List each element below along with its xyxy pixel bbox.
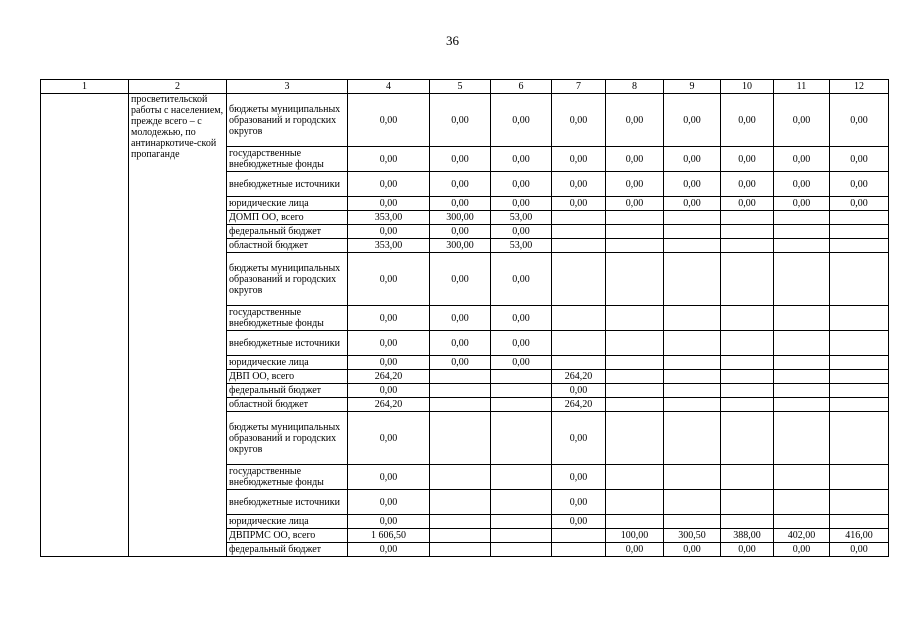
amount-cell: [830, 211, 889, 225]
amount-cell: [606, 306, 664, 331]
funding-source: федеральный бюджет: [227, 384, 348, 398]
amount-cell: 264,20: [552, 370, 606, 384]
amount-cell: [774, 465, 830, 490]
amount-cell: [491, 370, 552, 384]
funding-source: федеральный бюджет: [227, 543, 348, 557]
amount-cell: 300,50: [664, 529, 721, 543]
amount-cell: [774, 331, 830, 356]
amount-cell: 0,00: [430, 306, 491, 331]
column-header: 11: [774, 80, 830, 94]
amount-cell: [774, 356, 830, 370]
funding-source: ДОМП ОО, всего: [227, 211, 348, 225]
amount-cell: [721, 398, 774, 412]
amount-cell: [774, 398, 830, 412]
amount-cell: 0,00: [830, 543, 889, 557]
amount-cell: [664, 384, 721, 398]
activity-description: просветительской работы с населением, прежде всего – с молодежью, по антинаркотиче-ской пропаганде: [129, 94, 227, 557]
amount-cell: [606, 225, 664, 239]
amount-cell: 353,00: [348, 211, 430, 225]
amount-cell: [830, 515, 889, 529]
funding-source: внебюджетные источники: [227, 331, 348, 356]
amount-cell: 0,00: [721, 172, 774, 197]
amount-cell: [721, 239, 774, 253]
amount-cell: 0,00: [552, 172, 606, 197]
column-header: 7: [552, 80, 606, 94]
amount-cell: 402,00: [774, 529, 830, 543]
amount-cell: 0,00: [664, 147, 721, 172]
amount-cell: [430, 465, 491, 490]
funding-source: бюджеты муниципальных образований и городских округов: [227, 94, 348, 147]
amount-cell: [606, 253, 664, 306]
amount-cell: [664, 331, 721, 356]
amount-cell: [721, 370, 774, 384]
amount-cell: [830, 331, 889, 356]
amount-cell: [664, 515, 721, 529]
amount-cell: 0,00: [348, 147, 430, 172]
amount-cell: 0,00: [774, 147, 830, 172]
amount-cell: [721, 412, 774, 465]
budget-table: [40, 79, 889, 557]
amount-cell: [774, 306, 830, 331]
amount-cell: [664, 211, 721, 225]
amount-cell: [774, 211, 830, 225]
funding-source: областной бюджет: [227, 398, 348, 412]
amount-cell: [552, 239, 606, 253]
amount-cell: 0,00: [774, 197, 830, 211]
amount-cell: [721, 384, 774, 398]
amount-cell: [664, 412, 721, 465]
amount-cell: [491, 490, 552, 515]
amount-cell: [830, 370, 889, 384]
amount-cell: [721, 356, 774, 370]
amount-cell: 264,20: [348, 370, 430, 384]
amount-cell: 0,00: [491, 253, 552, 306]
amount-cell: 0,00: [721, 94, 774, 147]
amount-cell: [721, 331, 774, 356]
amount-cell: [721, 465, 774, 490]
amount-cell: [830, 412, 889, 465]
amount-cell: 53,00: [491, 239, 552, 253]
amount-cell: [774, 412, 830, 465]
amount-cell: [606, 398, 664, 412]
amount-cell: 300,00: [430, 239, 491, 253]
amount-cell: [430, 412, 491, 465]
amount-cell: [552, 306, 606, 331]
amount-cell: 0,00: [348, 515, 430, 529]
amount-cell: 0,00: [552, 384, 606, 398]
amount-cell: 0,00: [606, 197, 664, 211]
amount-cell: 1 606,50: [348, 529, 430, 543]
funding-source: юридические лица: [227, 356, 348, 370]
amount-cell: [552, 253, 606, 306]
amount-cell: 0,00: [774, 543, 830, 557]
amount-cell: 388,00: [721, 529, 774, 543]
amount-cell: [552, 225, 606, 239]
amount-cell: 0,00: [348, 543, 430, 557]
page-number: 36: [446, 33, 459, 48]
amount-cell: 0,00: [430, 225, 491, 239]
amount-cell: 0,00: [430, 197, 491, 211]
amount-cell: [830, 356, 889, 370]
amount-cell: 353,00: [348, 239, 430, 253]
amount-cell: 0,00: [664, 197, 721, 211]
amount-cell: 0,00: [430, 94, 491, 147]
amount-cell: 0,00: [606, 172, 664, 197]
amount-cell: [430, 384, 491, 398]
amount-cell: [830, 253, 889, 306]
amount-cell: 0,00: [430, 356, 491, 370]
amount-cell: 0,00: [830, 147, 889, 172]
amount-cell: [664, 225, 721, 239]
amount-cell: [774, 225, 830, 239]
amount-cell: [491, 515, 552, 529]
amount-cell: [491, 398, 552, 412]
amount-cell: [664, 398, 721, 412]
amount-cell: 0,00: [606, 543, 664, 557]
amount-cell: [552, 356, 606, 370]
amount-cell: [430, 515, 491, 529]
column-header: 6: [491, 80, 552, 94]
header-row: [41, 80, 889, 94]
amount-cell: [606, 412, 664, 465]
amount-cell: 264,20: [348, 398, 430, 412]
amount-cell: 100,00: [606, 529, 664, 543]
amount-cell: 0,00: [830, 197, 889, 211]
column-header: 12: [830, 80, 889, 94]
amount-cell: 0,00: [491, 147, 552, 172]
amount-cell: 0,00: [491, 331, 552, 356]
amount-cell: [606, 490, 664, 515]
amount-cell: 0,00: [606, 147, 664, 172]
amount-cell: 0,00: [552, 197, 606, 211]
amount-cell: 0,00: [664, 172, 721, 197]
amount-cell: 0,00: [348, 465, 430, 490]
amount-cell: 416,00: [830, 529, 889, 543]
column-header: 4: [348, 80, 430, 94]
amount-cell: 0,00: [552, 515, 606, 529]
amount-cell: [774, 239, 830, 253]
amount-cell: [606, 384, 664, 398]
column-header: 8: [606, 80, 664, 94]
amount-cell: [606, 331, 664, 356]
amount-cell: 0,00: [491, 225, 552, 239]
amount-cell: 0,00: [491, 197, 552, 211]
funding-source: бюджеты муниципальных образований и городских округов: [227, 412, 348, 465]
amount-cell: [552, 331, 606, 356]
funding-source: бюджеты муниципальных образований и городских округов: [227, 253, 348, 306]
funding-source: государственные внебюджетные фонды: [227, 465, 348, 490]
table-body: [41, 80, 889, 557]
amount-cell: [430, 490, 491, 515]
amount-cell: 0,00: [552, 465, 606, 490]
column-header: 1: [41, 80, 129, 94]
amount-cell: [664, 490, 721, 515]
amount-cell: 0,00: [348, 356, 430, 370]
column-header: 2: [129, 80, 227, 94]
column-header: 3: [227, 80, 348, 94]
amount-cell: [664, 253, 721, 306]
amount-cell: 0,00: [348, 197, 430, 211]
amount-cell: 0,00: [430, 172, 491, 197]
funding-source: государственные внебюджетные фонды: [227, 306, 348, 331]
amount-cell: 0,00: [774, 94, 830, 147]
amount-cell: 0,00: [552, 412, 606, 465]
amount-cell: 0,00: [774, 172, 830, 197]
amount-cell: 0,00: [430, 253, 491, 306]
amount-cell: [774, 490, 830, 515]
amount-cell: 0,00: [348, 384, 430, 398]
amount-cell: [721, 490, 774, 515]
amount-cell: [552, 211, 606, 225]
amount-cell: 0,00: [491, 94, 552, 147]
amount-cell: 0,00: [348, 331, 430, 356]
amount-cell: [491, 543, 552, 557]
amount-cell: [491, 412, 552, 465]
amount-cell: 0,00: [348, 306, 430, 331]
amount-cell: [830, 490, 889, 515]
amount-cell: [430, 398, 491, 412]
amount-cell: [830, 225, 889, 239]
amount-cell: [721, 253, 774, 306]
amount-cell: 0,00: [491, 356, 552, 370]
amount-cell: [606, 356, 664, 370]
amount-cell: 0,00: [430, 147, 491, 172]
amount-cell: [491, 529, 552, 543]
amount-cell: [830, 398, 889, 412]
amount-cell: [721, 306, 774, 331]
amount-cell: [606, 211, 664, 225]
funding-source: ДВП ОО, всего: [227, 370, 348, 384]
amount-cell: 0,00: [721, 197, 774, 211]
amount-cell: [830, 239, 889, 253]
amount-cell: 0,00: [348, 253, 430, 306]
amount-cell: [774, 515, 830, 529]
amount-cell: [774, 384, 830, 398]
amount-cell: 0,00: [721, 147, 774, 172]
amount-cell: 0,00: [491, 172, 552, 197]
amount-cell: [664, 356, 721, 370]
funding-source: юридические лица: [227, 515, 348, 529]
amount-cell: 0,00: [491, 306, 552, 331]
amount-cell: 0,00: [664, 543, 721, 557]
column-header: 9: [664, 80, 721, 94]
amount-cell: [430, 370, 491, 384]
amount-cell: [664, 239, 721, 253]
amount-cell: [830, 384, 889, 398]
amount-cell: [830, 465, 889, 490]
amount-cell: [606, 465, 664, 490]
amount-cell: 0,00: [430, 331, 491, 356]
amount-cell: 0,00: [552, 490, 606, 515]
amount-cell: [606, 515, 664, 529]
funding-source: федеральный бюджет: [227, 225, 348, 239]
funding-source: юридические лица: [227, 197, 348, 211]
amount-cell: 0,00: [664, 94, 721, 147]
amount-cell: 0,00: [552, 147, 606, 172]
amount-cell: [430, 529, 491, 543]
funding-source: внебюджетные источники: [227, 490, 348, 515]
funding-source: ДВПРМС ОО, всего: [227, 529, 348, 543]
amount-cell: 0,00: [606, 94, 664, 147]
amount-cell: [774, 370, 830, 384]
amount-cell: 0,00: [830, 172, 889, 197]
amount-cell: 0,00: [348, 94, 430, 147]
amount-cell: 0,00: [552, 94, 606, 147]
amount-cell: [830, 306, 889, 331]
amount-cell: [430, 543, 491, 557]
amount-cell: [552, 529, 606, 543]
amount-cell: [721, 515, 774, 529]
amount-cell: [491, 384, 552, 398]
column-header: 10: [721, 80, 774, 94]
amount-cell: [664, 465, 721, 490]
funding-source: внебюджетные источники: [227, 172, 348, 197]
amount-cell: [606, 370, 664, 384]
amount-cell: 0,00: [721, 543, 774, 557]
funding-source: государственные внебюджетные фонды: [227, 147, 348, 172]
amount-cell: 264,20: [552, 398, 606, 412]
column-header: 5: [430, 80, 491, 94]
amount-cell: 53,00: [491, 211, 552, 225]
row-number-cell: [41, 94, 129, 557]
table-row: [41, 94, 889, 147]
amount-cell: [491, 465, 552, 490]
amount-cell: [774, 253, 830, 306]
amount-cell: 0,00: [830, 94, 889, 147]
amount-cell: [721, 225, 774, 239]
amount-cell: [552, 543, 606, 557]
amount-cell: 0,00: [348, 490, 430, 515]
amount-cell: [606, 239, 664, 253]
amount-cell: 300,00: [430, 211, 491, 225]
amount-cell: 0,00: [348, 172, 430, 197]
amount-cell: [721, 211, 774, 225]
amount-cell: 0,00: [348, 412, 430, 465]
funding-source: областной бюджет: [227, 239, 348, 253]
amount-cell: 0,00: [348, 225, 430, 239]
amount-cell: [664, 306, 721, 331]
amount-cell: [664, 370, 721, 384]
